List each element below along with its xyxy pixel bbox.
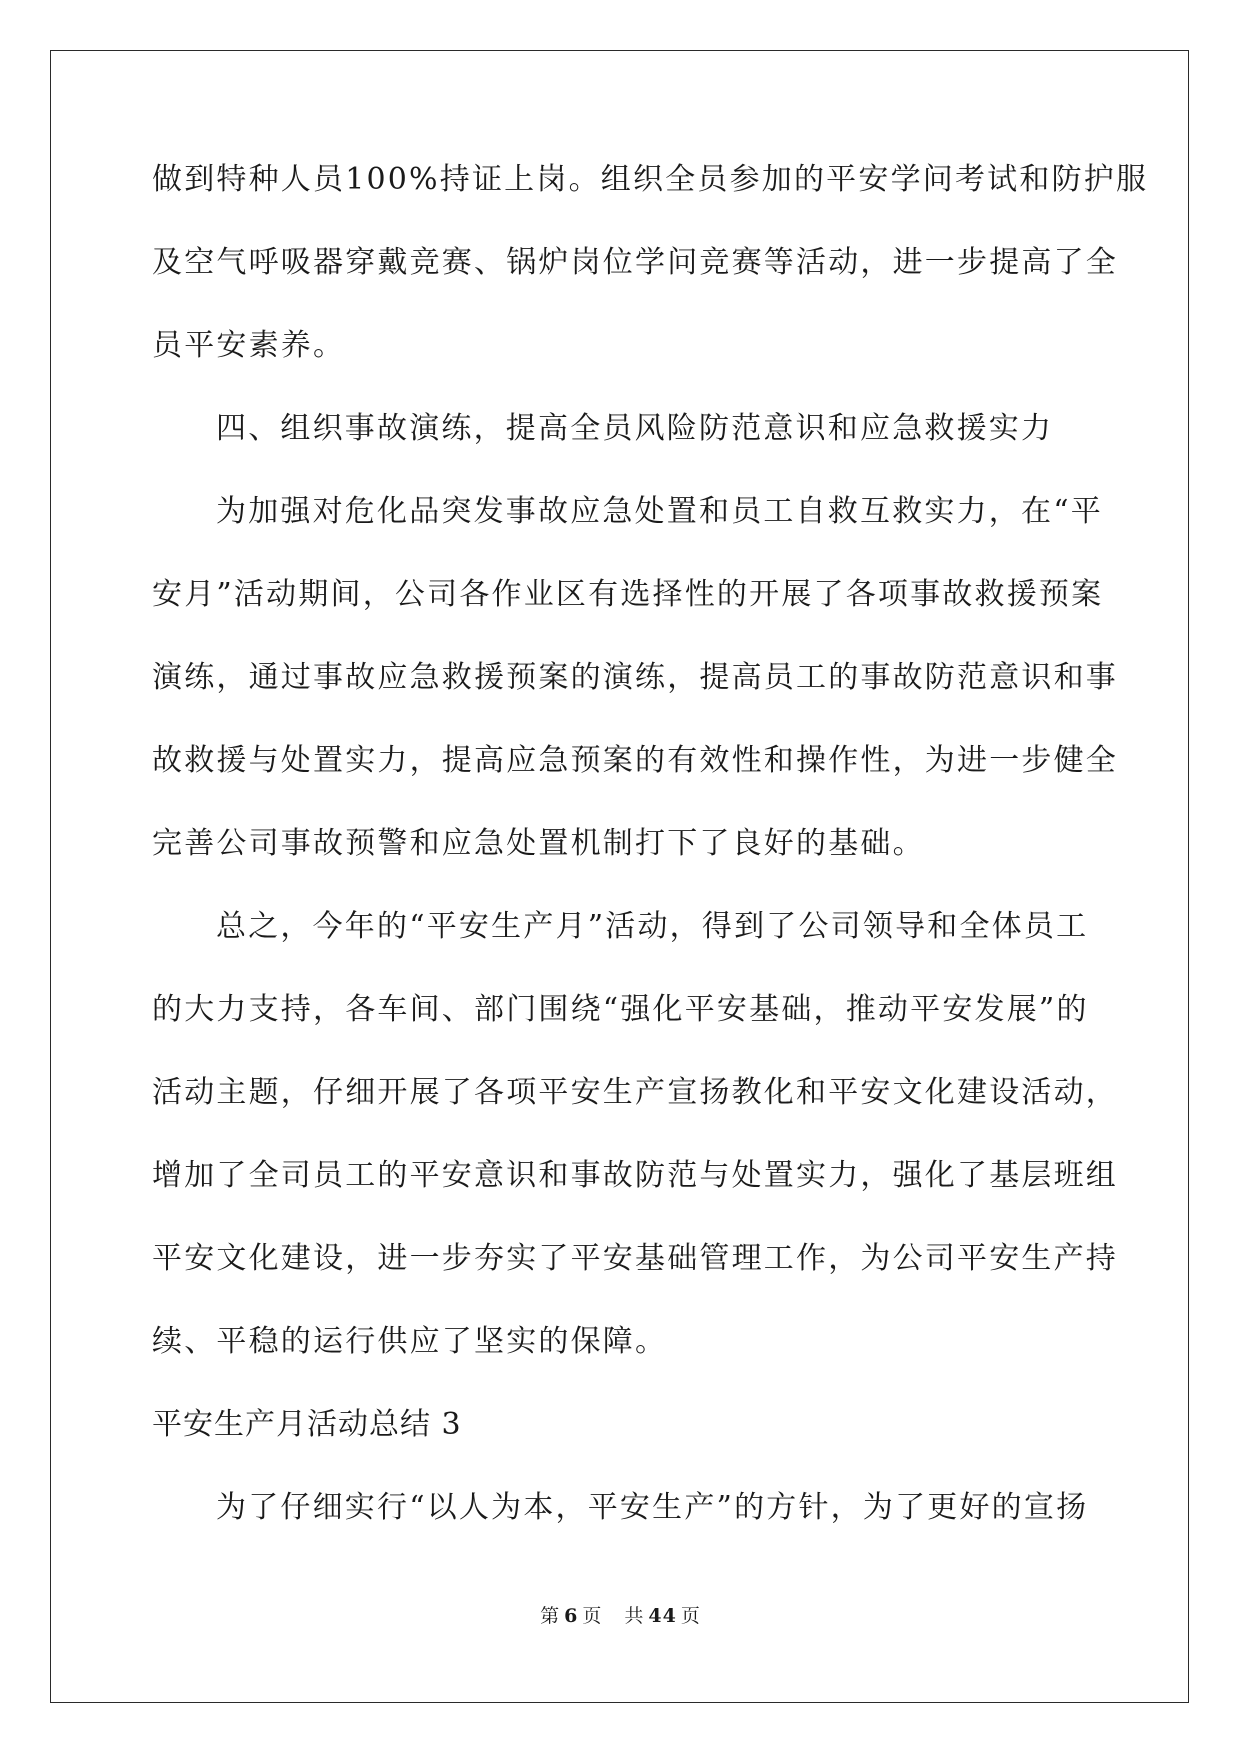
paragraph-line: 平安文化建设，进一步夯实了平安基础管理工作，为公司平安生产持	[152, 1241, 1118, 1276]
page-prefix: 第	[540, 1605, 561, 1627]
paragraph-line: 做到特种人员100%持证上岗。组织全员参加的平安学问考试和防护服	[152, 162, 1149, 197]
total-prefix: 共	[624, 1605, 645, 1627]
section-heading: 四、组织事故演练，提高全员风险防范意识和应急救援实力	[216, 411, 1054, 446]
paragraph-line: 及空气呼吸器穿戴竞赛、锅炉岗位学问竞赛等活动，进一步提高了全	[152, 245, 1118, 280]
paragraph-line: 的大力支持，各车间、部门围绕“强化平安基础，推动平安发展”的	[152, 992, 1089, 1027]
paragraph-line: 活动主题，仔细开展了各项平安生产宣扬教化和平安文化建设活动，	[152, 1075, 1118, 1110]
paragraph-line: 为加强对危化品突发事故应急处置和员工自救互救实力，在“平	[216, 494, 1103, 529]
paragraph-line: 增加了全司员工的平安意识和事故防范与处置实力，强化了基层班组	[152, 1158, 1118, 1193]
paragraph-line: 安月”活动期间，公司各作业区有选择性的开展了各项事故救援预案	[152, 577, 1104, 612]
page-number: 6	[564, 1605, 579, 1627]
paragraph-line: 为了仔细实行“以人为本，平安生产”的方针，为了更好的宣扬	[216, 1490, 1089, 1525]
paragraph-line: 完善公司事故预警和应急处置机制打下了良好的基础。	[152, 826, 925, 861]
paragraph-line: 故救援与处置实力，提高应急预案的有效性和操作性，为进一步健全	[152, 743, 1118, 778]
article-title: 平安生产月活动总结 3	[152, 1407, 462, 1442]
total-suffix: 页	[680, 1605, 701, 1627]
paragraph-line: 员平安素养。	[152, 328, 346, 363]
paragraph-line: 演练，通过事故应急救援预案的演练，提高员工的事故防范意识和事	[152, 660, 1118, 695]
document-body	[152, 162, 1149, 1573]
paragraph-line: 续、平稳的运行供应了坚实的保障。	[152, 1324, 668, 1359]
page-footer	[0, 1601, 1241, 1628]
paragraph-line: 总之，今年的“平安生产月”活动，得到了公司领导和全体员工	[216, 909, 1089, 944]
page-suffix: 页	[582, 1605, 603, 1627]
total-pages: 44	[648, 1605, 677, 1627]
